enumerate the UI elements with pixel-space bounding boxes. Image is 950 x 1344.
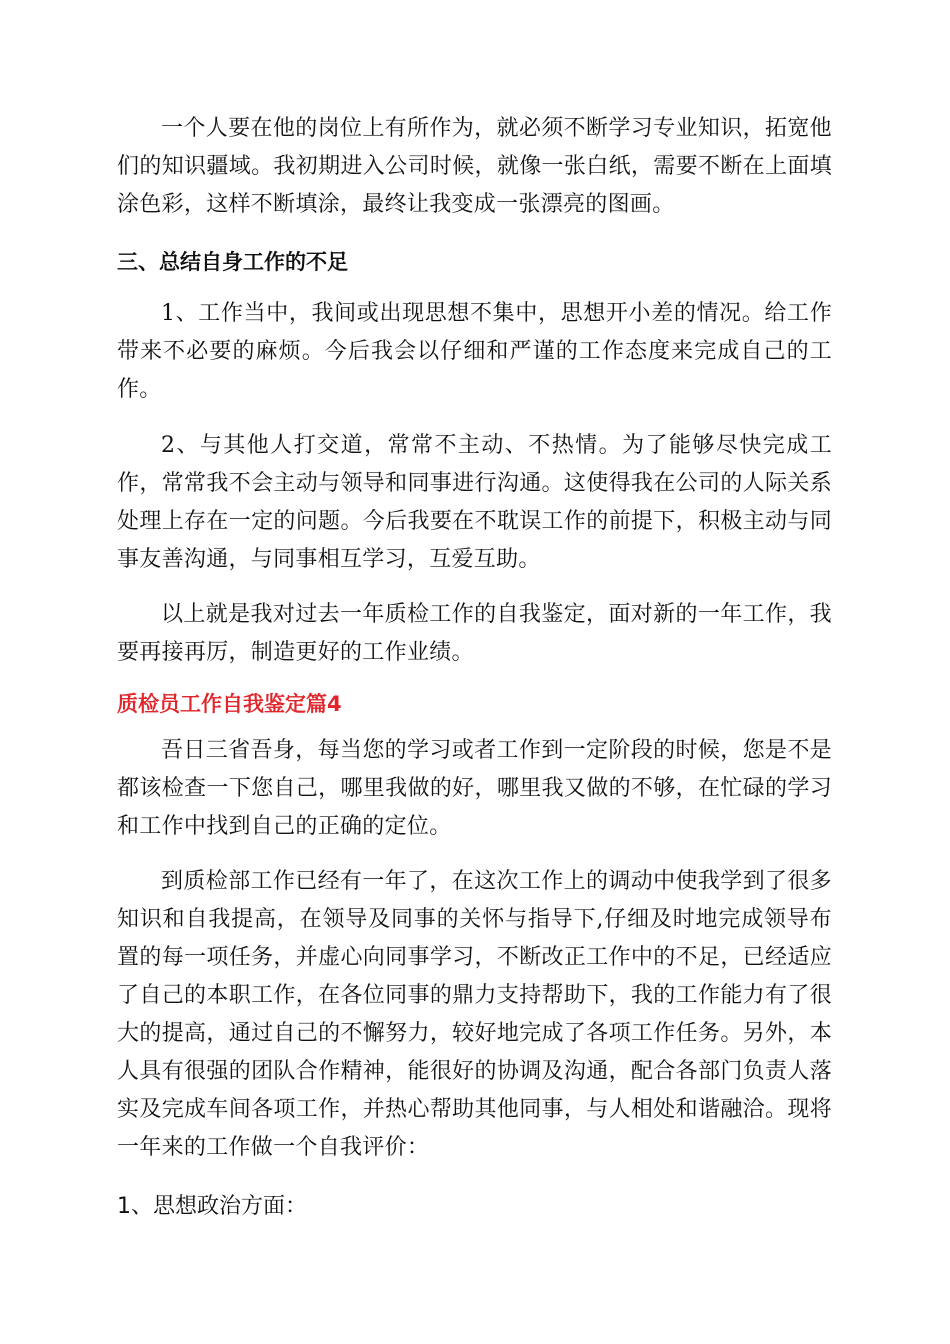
paragraph-work-summary: 到质检部工作已经有一年了，在这次工作上的调动中使我学到了很多知识和自我提高，在领导及同事的关怀与指导下,仔细及时地完成领导布置的每一项任务，并虚心向同事学习，不断改正工作中的不足，已经适应了自己的本职工作，在各位同事的鼎力支持帮助下，我的工作能力有了很大的提高，通过自己的不懈努力，较好地完成了各项工作任务。另外，本人具有很强的团队合作精神，能很好的协调及沟通，配合各部门负责人落实及完成车间各项工作，并热心帮助其他同事，与人相处和谐融洽。现将一年来的工作做一个自我评价： — [117, 869, 832, 1160]
paragraph-shortcoming-2: 2、与其他人打交道，常常不主动、不热情。为了能够尽快完成工作，常常我不会主动与领导和同事进行沟通。这使得我在公司的人际关系处理上存在一定的问题。今后我要在不耽误工作的前提下，积极主动与同事友善沟通，与同事相互学习，互爱互助。 — [117, 433, 832, 572]
section-title-part4: 质检员工作自我鉴定篇4 — [117, 692, 342, 716]
paragraph-knowledge: 一个人要在他的岗位上有所作为，就必须不断学习专业知识，拓宽他们的知识疆域。我初期进入公司时候，就像一张白纸，需要不断在上面填涂色彩，这样不断填涂，最终让我变成一张漂亮的图画。 — [117, 116, 832, 217]
paragraph-shortcoming-1: 1、工作当中，我间或出现思想不集中，思想开小差的情况。给工作带来不必要的麻烦。今后我会以仔细和严谨的工作态度来完成自己的工作。 — [117, 301, 832, 402]
subheading-ideology — [117, 1188, 832, 1226]
subheading-text: 、思想政治方面： — [131, 1194, 308, 1219]
paragraph-conclusion: 以上就是我对过去一年质检工作的自我鉴定，面对新的一年工作，我要再接再厉，制造更好的工作业绩。 — [117, 602, 832, 665]
subheading-number: 1 — [117, 1194, 131, 1219]
paragraph-self-reflection: 吾日三省吾身，每当您的学习或者工作到一定阶段的时候，您是不是都该检查一下您自己，哪里我做的好，哪里我又做的不够，在忙碌的学习和工作中找到自己的正确的定位。 — [117, 738, 832, 839]
section-heading-shortcomings: 三、总结自身工作的不足 — [117, 250, 348, 274]
